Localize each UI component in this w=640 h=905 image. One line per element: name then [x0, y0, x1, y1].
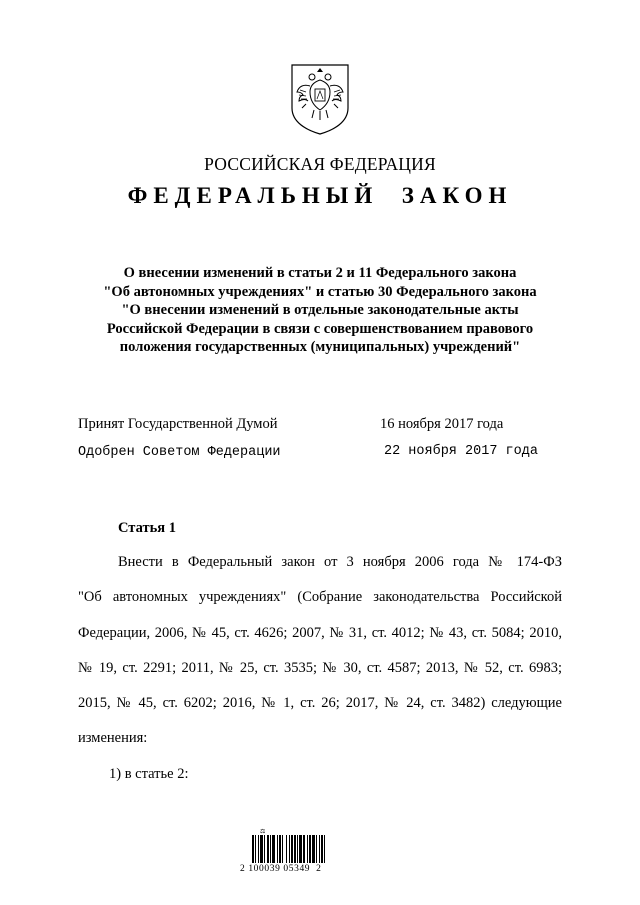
law-title-line: положения государственных (муниципальных) учреждений" — [119, 339, 521, 355]
country-name: РОССИЙСКАЯ ФЕДЕРАЦИЯ — [204, 154, 436, 174]
council-approval-date: 22 ноября 2017 года — [384, 444, 538, 459]
law-title-line: "Об автономных учреждениях" и статью 30 Федерального закона — [103, 283, 537, 300]
amendment-item: 1) в статье 2: — [109, 766, 189, 782]
article-text-line: № 19, ст. 2291; 2011, № 25, ст. 3535; № 30, ст. 4587; 2013, № 52, ст. 6983; — [78, 660, 562, 676]
duma-adoption-date: 16 ноября 2017 года — [380, 416, 504, 432]
law-title — [60, 264, 580, 357]
svg-text:⚖: ⚖ — [260, 829, 266, 835]
article-text-line: 2015, № 45, ст. 6202; 2016, № 1, ст. 26; 2017, № 24, ст. 3482) следующие — [78, 695, 562, 711]
council-approval-label: Одобрен Советом Федерации — [78, 445, 281, 460]
article-text-line: "Об автономных учреждениях" (Собрание законодательства Российской — [78, 589, 562, 605]
article-text-line: Внести в Федеральный закон от 3 ноября 2006 года № 174-ФЗ — [118, 554, 562, 570]
document-type-heading: ФЕДЕРАЛЬНЫЙ ЗАКОН — [127, 183, 513, 208]
barcode-graphic — [248, 826, 360, 866]
barcode-number: 2 100039 05349 2 — [240, 864, 322, 874]
article-heading: Статья 1 — [118, 520, 176, 536]
double-headed-eagle-icon — [288, 62, 352, 136]
coat-of-arms-emblem — [288, 62, 352, 136]
law-title-line: "О внесении изменений в отдельные законодательные акты — [121, 302, 519, 318]
law-title-line: О внесении изменений в статьи 2 и 11 Федерального закона — [123, 265, 517, 281]
law-title-line: Российской Федерации в связи с совершенствованием правового — [106, 320, 534, 337]
duma-adoption-label: Принят Государственной Думой — [78, 416, 278, 432]
article-text-line: Федерации, 2006, № 45, ст. 4626; 2007, № 31, ст. 4012; № 43, ст. 5084; 2010, — [78, 625, 562, 641]
article-text-line: изменения: — [78, 730, 148, 746]
